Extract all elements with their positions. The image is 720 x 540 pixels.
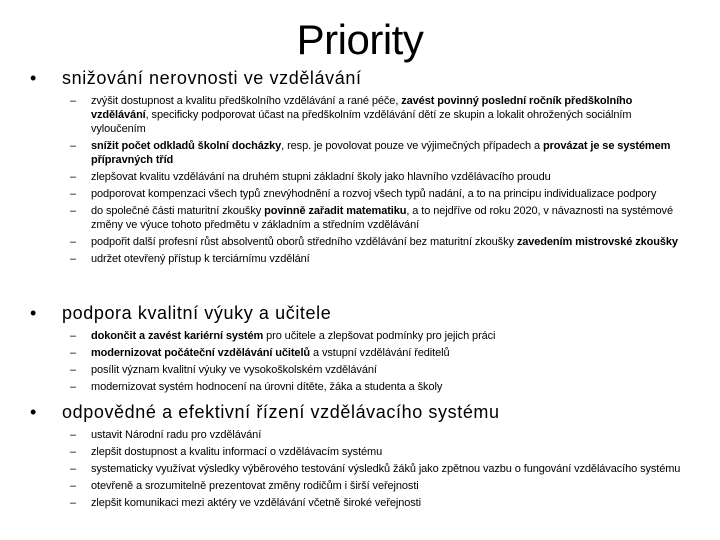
section-heading-text: podpora kvalitní výuky a učitele — [62, 303, 332, 323]
dash-icon: – — [70, 497, 77, 509]
list-item — [30, 363, 686, 377]
dash-icon: – — [70, 446, 77, 458]
list-item — [30, 496, 686, 510]
section-heading — [30, 67, 686, 89]
dash-icon: – — [70, 429, 77, 441]
section-heading-text: odpovědné a efektivní řízení vzdělávacího systému — [62, 402, 500, 422]
slide-title: Priority — [296, 16, 424, 63]
item-text: podporovat kompenzaci všech typů znevýhodnění a rozvoj všech typů nadání, a to na principu individualizace podpory — [91, 188, 657, 200]
item-text: , a to nejdříve od roku 2020, v návaznosti na systémové změny ve výuce tohoto předmětu v základním a středním vzdělávání — [91, 205, 673, 231]
dash-icon: – — [70, 480, 77, 492]
item-text: systematicky využívat výsledky výběrového testování výsledků žáků jako zpětnou vazbu o fungování vzdělávacího systému — [91, 463, 681, 475]
emphasis-text: dokončit a zavést kariérní systém — [91, 330, 264, 342]
dash-icon: – — [70, 236, 77, 248]
emphasis-text: modernizovat počáteční vzdělávání učitelů — [91, 347, 311, 359]
emphasis-text: snížit počet odkladů školní docházky — [91, 140, 282, 152]
item-text: do společné části maturitní zkoušky — [91, 205, 265, 217]
item-text: , specificky podporovat účast na předškolním vzdělávání dětí ze skupin a lokalit ohrožených sociálním vyloučením — [91, 109, 632, 135]
bullet-icon: • — [30, 68, 37, 88]
dash-icon: – — [70, 205, 77, 217]
list-item — [30, 94, 686, 136]
section-governance — [30, 401, 686, 513]
dash-icon: – — [70, 171, 77, 183]
list-item — [30, 235, 686, 249]
item-text: zvýšit dostupnost a kvalitu předškolního vzdělávání a rané péče, — [91, 95, 402, 107]
item-text: , resp. je povolovat pouze ve výjimečných případech a — [281, 140, 543, 152]
list-item — [30, 170, 686, 184]
section-heading — [30, 401, 686, 423]
item-text: posílit význam kvalitní výuky ve vysokoškolském vzdělávání — [91, 364, 377, 376]
list-item — [30, 380, 686, 394]
list-item — [30, 204, 686, 232]
list-item — [30, 479, 686, 493]
section-inequality — [30, 67, 686, 269]
item-text: a vstupní vzdělávání ředitelů — [310, 347, 450, 359]
dash-icon: – — [70, 347, 77, 359]
emphasis-text: povinně zařadit matematiku — [264, 205, 407, 217]
section-heading-text: snižování nerovnosti ve vzdělávání — [62, 68, 362, 88]
item-text: zlepšovat kvalitu vzdělávání na druhém stupni základní školy jako hlavního vzdělávacího proudu — [91, 171, 551, 183]
item-text: podpořit další profesní růst absolventů oborů středního vzdělávání bez maturitní zkoušky — [91, 236, 517, 248]
item-text: modernizovat systém hodnocení na úrovni dítěte, žáka a studenta a školy — [91, 381, 443, 393]
dash-icon: – — [70, 253, 77, 265]
item-text: pro učitele a zlepšovat podmínky pro jejich práci — [263, 330, 496, 342]
section-teaching-quality — [30, 302, 686, 397]
dash-icon: – — [70, 330, 77, 342]
list-item — [30, 445, 686, 459]
emphasis-text: provázat je se systémem přípravných tříd — [91, 140, 671, 166]
list-item — [30, 139, 686, 167]
list-item — [30, 428, 686, 442]
list-item — [30, 462, 686, 476]
dash-icon: – — [70, 364, 77, 376]
item-text: zlepšit dostupnost a kvalitu informací o vzdělávacím systému — [91, 446, 383, 458]
bullet-icon: • — [30, 402, 37, 422]
bullet-icon: • — [30, 303, 37, 323]
dash-icon: – — [70, 381, 77, 393]
item-text: ustavit Národní radu pro vzdělávání — [91, 429, 262, 441]
dash-icon: – — [70, 140, 77, 152]
emphasis-text: zavedením mistrovské zkoušky — [516, 236, 678, 248]
list-item — [30, 346, 686, 360]
section-heading — [30, 302, 686, 324]
emphasis-text: zavést povinný poslední ročník předškolního vzdělávání — [91, 95, 633, 121]
list-item — [30, 252, 686, 266]
bullet-list — [30, 329, 686, 394]
list-item — [30, 187, 686, 201]
dash-icon: – — [70, 95, 77, 107]
dash-icon: – — [70, 463, 77, 475]
bullet-list — [30, 428, 686, 510]
bullet-list — [30, 94, 686, 266]
item-text: udržet otevřený přístup k terciárnímu vzdělání — [91, 253, 310, 265]
dash-icon: – — [70, 188, 77, 200]
item-text: zlepšit komunikaci mezi aktéry ve vzdělávání včetně široké veřejnosti — [91, 497, 421, 509]
list-item — [30, 329, 686, 343]
item-text: otevřeně a srozumitelně prezentovat změny rodičům i širší veřejnosti — [91, 480, 419, 492]
